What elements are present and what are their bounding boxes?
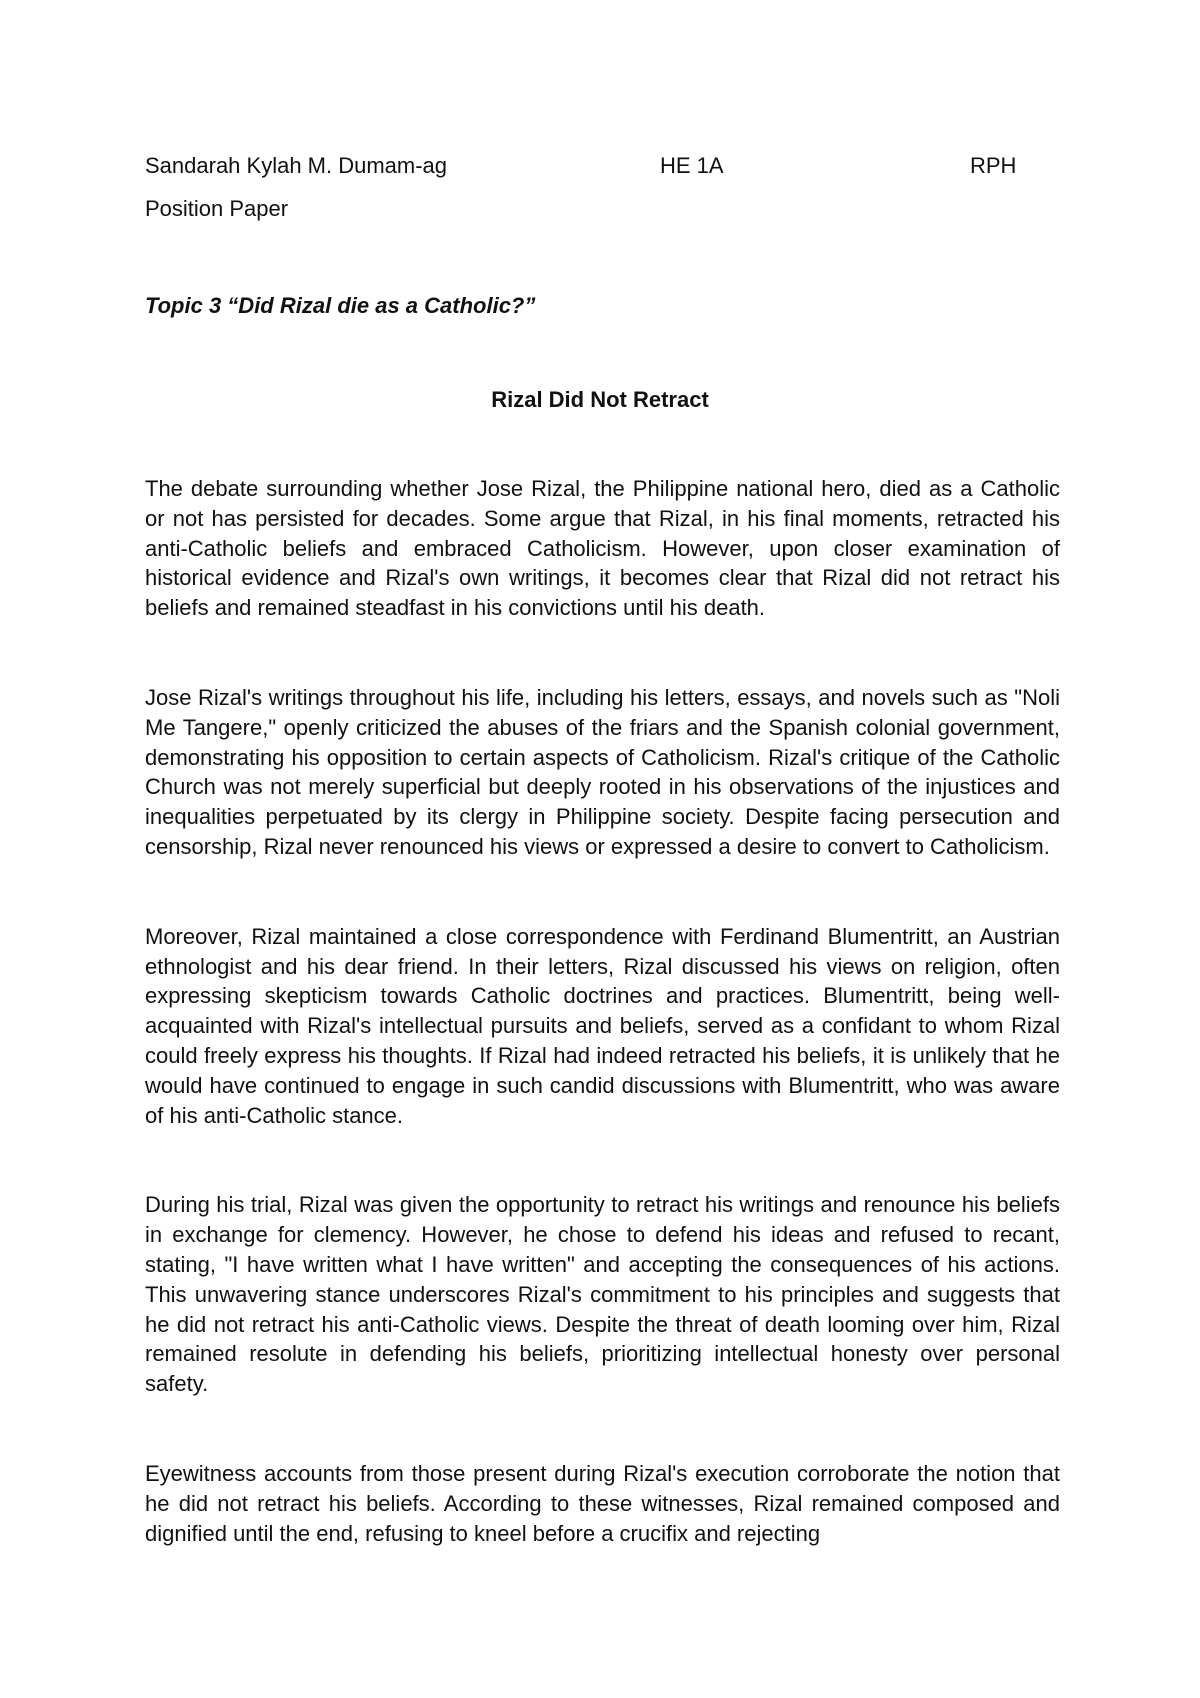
paper-title: Rizal Did Not Retract (491, 387, 709, 412)
author-name: Sandarah Kylah M. Dumam-ag (145, 153, 448, 178)
paragraph-1: The debate surrounding whether Jose Rizal, the Philippine national hero, died as a Catholic or not has persisted for decades. Some argue that Rizal, in his final moments, retracted his anti-Catholic beliefs and embraced Catholicism. However, upon closer examination of historical evidence and Rizal's own writings, it becomes clear that Rizal did not retract his beliefs and remained steadfast in his convictions until his death. (145, 476, 1060, 621)
subject-code: RPH (970, 153, 1017, 178)
paragraph-5: Eyewitness accounts from those present during Rizal's execution corroborate the notion that he did not retract his beliefs. According to these witnesses, Rizal remained composed and dignified until the end, refusing to kneel before a crucifix and rejecting (145, 1460, 1060, 1546)
document-body (145, 474, 1060, 1608)
paper-type: Position Paper (145, 196, 289, 221)
document-header (145, 150, 1045, 182)
paragraph-3: Moreover, Rizal maintained a close correspondence with Ferdinand Blumentritt, an Austrian ethnologist and his dear friend. In their letters, Rizal discussed his views on religion, often expressing skepticism towards Catholic doctrines and practices. Blumentritt, being well-acquainted with Rizal's intellectual pursuits and beliefs, served as a confidant to whom Rizal could freely express his thoughts. If Rizal had indeed retracted his beliefs, it is unlikely that he would have continued to engage in such candid discussions with Blumentritt, who was aware of his anti-Catholic stance. (145, 923, 1060, 1128)
topic-heading: Topic 3 “Did Rizal die as a Catholic?” (145, 293, 536, 318)
paragraph-4: During his trial, Rizal was given the opportunity to retract his writings and renounce his beliefs in exchange for clemency. However, he chose to defend his ideas and refused to recant, stating, "I have written what I have written" and accepting the consequences of his actions. This unwavering stance underscores Rizal's commitment to his principles and suggests that he did not retract his anti-Catholic views. Despite the threat of death looming over him, Rizal remained resolute in defending his beliefs, prioritizing intellectual honesty over personal safety. (145, 1192, 1060, 1397)
paragraph-2: Jose Rizal's writings throughout his life, including his letters, essays, and novels such as "Noli Me Tangere," openly criticized the abuses of the friars and the Spanish colonial government, demonstrating his opposition to certain aspects of Catholicism. Rizal's critique of the Catholic Church was not merely superficial but deeply rooted in his observations of the injustices and inequalities perpetuated by its clergy in Philippine society. Despite facing persecution and censorship, Rizal never renounced his views or expressed a desire to convert to Catholicism. (145, 684, 1060, 859)
class-section: HE 1A (660, 153, 724, 178)
